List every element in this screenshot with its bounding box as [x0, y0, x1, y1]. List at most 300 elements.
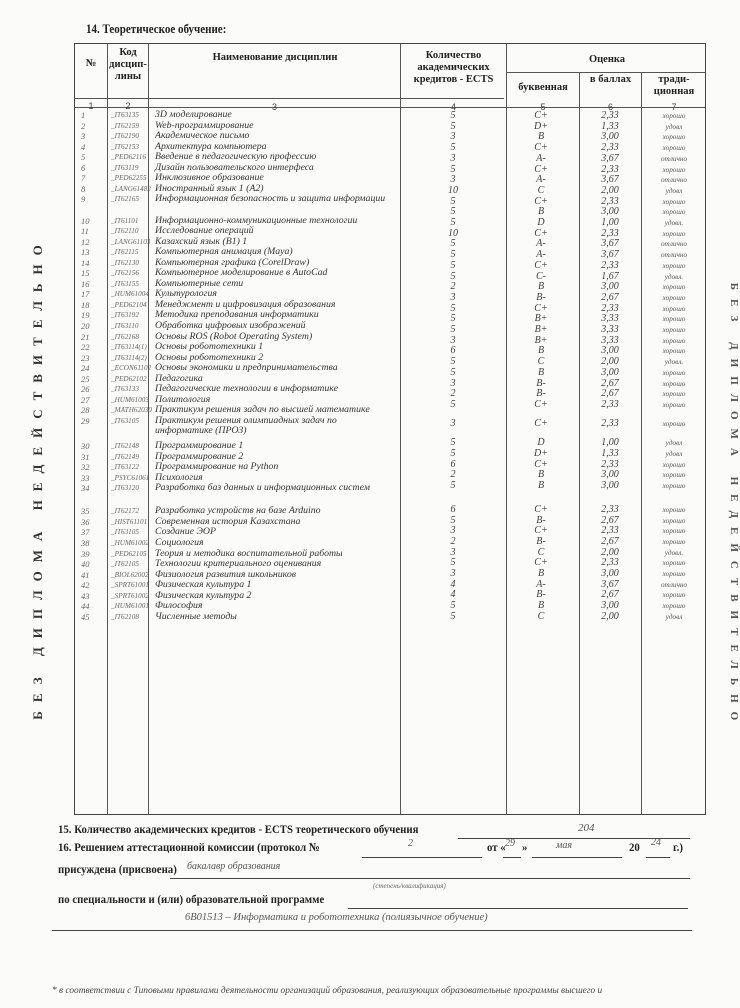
grade-letter: C+ [534, 417, 548, 429]
grade-credits: 4 [450, 578, 456, 590]
header-name: Наименование дисциплин [212, 52, 338, 63]
awarded-label: присуждена (присвоена) [58, 862, 177, 876]
row-discipline-name: Компьютерное моделирование в AutoCad [155, 267, 328, 279]
grade-credits: 5 [450, 163, 456, 175]
grade-traditional: отлично [660, 240, 688, 249]
grade-points: 3,00 [601, 131, 619, 143]
grade-credits: 3 [450, 152, 456, 164]
row-code: _SPRT61001 [111, 581, 149, 590]
grade-credits: 5 [450, 217, 456, 228]
row-code: _LANG61103 [111, 237, 151, 246]
row-code: _PED62105 [111, 549, 147, 558]
row-discipline-name: Компьютерная графика (CorelDraw) [155, 256, 310, 268]
row-number: 23 [81, 352, 90, 363]
grade-traditional: хорошо [662, 482, 686, 491]
row-discipline-name: Физиология развития школьников [155, 568, 297, 580]
grade-traditional: хорошо [662, 315, 686, 324]
row-code: _IT61101 [111, 216, 139, 225]
row-discipline-name: Численные методы [155, 610, 237, 622]
row-number: 29 [81, 415, 90, 426]
grade-points: 2,67 [601, 377, 619, 389]
row-discipline-name: Инклюзивное образование [155, 172, 264, 184]
grade-traditional: удовл. [664, 548, 684, 557]
grade-traditional: удовл [665, 612, 683, 621]
row-discipline-name: Современная история Казахстана [155, 515, 301, 527]
row-number: 40 [81, 559, 90, 570]
row-number: 35 [81, 506, 90, 517]
grade-points: 2,00 [601, 184, 619, 196]
grade-letter: C+ [534, 458, 548, 470]
grade-points: 3,00 [601, 206, 619, 218]
grade-points: 3,67 [601, 249, 619, 261]
grade-credits: 3 [450, 377, 456, 389]
row-discipline-name: Методика преподавания информатики [155, 309, 319, 321]
grade-points: 2,67 [601, 291, 619, 303]
grade-credits: 5 [450, 313, 456, 325]
row-discipline-name: Педагогика [155, 372, 203, 384]
grade-letter: A- [536, 152, 546, 164]
grade-points: 2,33 [601, 557, 619, 569]
grade-points: 2,33 [601, 227, 619, 239]
row-discipline-name: Дизайн пользовательского интерфеса [155, 161, 314, 173]
grade-traditional: удовл [665, 439, 683, 448]
row-discipline-name: Иностранный язык 1 (A2) [155, 182, 264, 194]
grade-traditional: удовл [665, 122, 683, 131]
grade-traditional: хорошо [662, 112, 686, 120]
grade-letter: B [537, 600, 545, 612]
col-number-6: 6 [607, 102, 613, 112]
grade-points: 2,00 [601, 610, 619, 622]
grade-letter: B [537, 568, 545, 579]
row-code: _IT62149 [111, 452, 139, 461]
grade-letter: C+ [534, 110, 548, 121]
grade-credits: 2 [450, 388, 456, 400]
row-discipline-name: Технологии критериального оценивания [155, 558, 322, 570]
row-number: 31 [81, 451, 90, 462]
row-code: _IT62172 [111, 507, 139, 516]
grade-credits: 5 [450, 206, 456, 218]
row-code: _IT63105 [111, 416, 139, 425]
row-number: 3 [81, 131, 86, 142]
row-discipline-name: Разработка устройств на базе Arduino [155, 505, 321, 517]
row-discipline-name: Программирование 1 [155, 440, 244, 452]
grade-credits: 10 [448, 227, 458, 239]
row-discipline-name: Основы ROS (Robot Operating System) [155, 330, 313, 342]
program-value: 6B01513 – Информатика и робототехника (полиязычное обучение) [185, 912, 488, 923]
row-number: 13 [81, 247, 90, 258]
grade-traditional: хорошо [662, 293, 686, 302]
grade-credits: 5 [450, 600, 456, 612]
grade-letter: B [537, 345, 545, 357]
row-code: _IT62148 [111, 442, 139, 451]
row-code: _IT62110 [111, 227, 139, 236]
grade-traditional: хорошо [662, 591, 686, 600]
row-number: 30 [81, 441, 90, 452]
grade-points: 2,67 [601, 388, 619, 400]
year-prefix: 20 [629, 840, 640, 854]
row-code: _IT62190 [111, 132, 139, 141]
grade-credits: 3 [450, 417, 456, 429]
row-number: 43 [81, 590, 90, 601]
row-number: 42 [81, 580, 90, 591]
row-discipline-name: Информационно-коммуникационные технологии [155, 214, 358, 226]
grade-points: 1,00 [601, 217, 619, 228]
row-discipline-name: Информационная безопасность и защита информации [155, 193, 386, 205]
row-code: _IT62115 [111, 248, 139, 257]
grade-traditional: удовл [665, 450, 683, 458]
grade-traditional: хорошо [662, 133, 686, 142]
row-number: 44 [81, 601, 90, 612]
row-discipline-name: Философия [155, 600, 203, 612]
grade-credits: 5 [450, 249, 456, 261]
row-code: _IT63122 [111, 463, 139, 472]
grade-credits: 6 [450, 458, 456, 470]
grade-credits: 5 [450, 195, 456, 207]
grade-traditional: хорошо [662, 460, 686, 469]
row-discipline-name: Основы робототехники 1 [155, 341, 264, 353]
grade-letter: C+ [534, 557, 548, 569]
grade-letter: C+ [534, 302, 548, 314]
row-discipline-name: Физическая культура 1 [155, 579, 252, 591]
row-number: 32 [81, 462, 90, 473]
item15-label: 15. Количество академических кредитов - ECTS теоретического обучения [58, 822, 419, 836]
grade-letter: B- [536, 535, 546, 547]
col-number-3: 3 [271, 102, 277, 112]
grade-points: 3,33 [601, 324, 619, 335]
row-number: 45 [81, 611, 90, 622]
grade-traditional: удовл. [664, 358, 684, 367]
grade-letter: C+ [534, 195, 548, 207]
grade-credits: 3 [450, 174, 456, 186]
row-discipline-name: Введение в педагогическую профессию [155, 151, 317, 163]
grade-traditional: отлично [660, 580, 688, 589]
row-code: _PSYC61061 [111, 473, 150, 482]
row-discipline-name: Исследование операций [155, 225, 254, 237]
header-letter: буквенная [518, 82, 568, 93]
grade-letter: C- [536, 270, 546, 282]
row-number: 1 [81, 110, 86, 120]
row-code: _IT63155 [111, 279, 139, 288]
row-code: _IT63192 [111, 311, 139, 320]
row-number: 8 [81, 183, 86, 194]
row-number: 25 [81, 373, 90, 384]
grade-points: 2,33 [601, 142, 619, 154]
row-discipline-name: Академическое письмо [155, 130, 250, 142]
grade-credits: 3 [450, 334, 456, 346]
row-code: _IT62168 [111, 332, 139, 341]
row-number: 37 [81, 527, 90, 538]
row-code: _IT62105 [111, 560, 139, 569]
grade-traditional: хорошо [662, 570, 686, 578]
grade-credits: 6 [450, 345, 456, 357]
row-number: 6 [81, 162, 86, 173]
row-code: _MATH62030 [111, 406, 152, 415]
grade-letter: B [537, 469, 545, 481]
grade-traditional: хорошо [662, 368, 686, 377]
row-code: _IT63133 [111, 385, 139, 394]
grade-traditional: хорошо [662, 471, 686, 480]
grade-letter: B [537, 366, 545, 378]
grade-traditional: хорошо [662, 419, 686, 428]
row-number: 33 [81, 472, 90, 483]
header-points: в баллах [589, 74, 632, 85]
row-discipline-name: Теория и методика воспитательной работы [155, 547, 343, 559]
program-label: по специальности и (или) образовательной программе [58, 892, 325, 906]
grade-points: 1,67 [601, 270, 619, 282]
grade-traditional: хорошо [662, 144, 686, 153]
grade-credits: 5 [450, 366, 456, 378]
row-discipline-name: Социология [155, 537, 204, 548]
grade-credits: 2 [450, 535, 456, 547]
date-day-close: » [522, 840, 528, 854]
grade-points: 3,00 [601, 345, 619, 357]
grade-credits: 3 [450, 546, 456, 558]
grade-letter: C [537, 356, 545, 368]
grade-letter: A- [536, 578, 546, 590]
grade-points: 3,67 [601, 238, 619, 250]
row-code: _LANG61482 [111, 184, 151, 193]
row-code: _PED62255 [111, 174, 147, 183]
grade-points: 3,00 [601, 568, 619, 579]
row-discipline-name: Педагогические технологии в информатике [155, 383, 338, 395]
date-from-label: от « [487, 840, 506, 854]
grade-traditional: удовл [665, 186, 683, 195]
grade-points: 2,67 [601, 535, 619, 547]
grade-traditional: хорошо [662, 165, 686, 174]
row-discipline-name: Создание ЭОР [155, 526, 216, 538]
row-code: _IT63135 [111, 111, 139, 119]
grade-letter: C [537, 546, 545, 558]
grade-letter: A- [536, 174, 546, 186]
grade-points: 1,00 [601, 437, 619, 449]
grade-letter: B [537, 131, 545, 143]
grade-credits: 2 [450, 469, 456, 481]
row-code: _PED62116 [111, 153, 146, 162]
row-number: 28 [81, 405, 90, 416]
row-discipline-name: Программирование 2 [155, 450, 244, 462]
grade-points: 2,00 [601, 546, 619, 558]
row-number: 9 [81, 194, 86, 205]
header-code: Код дисцип- лины [109, 47, 147, 82]
grade-letter: C+ [534, 163, 548, 175]
grade-credits: 3 [450, 525, 456, 537]
row-discipline-name: Компьютерные сети [155, 277, 244, 289]
row-number: 15 [81, 268, 90, 279]
row-code: _HIST61101 [111, 517, 148, 526]
grade-credits: 5 [450, 110, 456, 121]
row-number: 11 [81, 226, 89, 237]
grade-points: 2,67 [601, 514, 619, 526]
grade-letter: B- [536, 377, 546, 389]
grade-letter: B- [536, 388, 546, 400]
row-number: 20 [81, 321, 90, 331]
grade-points: 3,00 [601, 366, 619, 378]
row-code: _IT63110 [111, 322, 139, 330]
grade-traditional: хорошо [662, 379, 686, 388]
grade-traditional: хорошо [662, 229, 686, 238]
grade-points: 3,00 [601, 480, 619, 492]
grade-traditional: хорошо [662, 208, 686, 217]
row-number: 19 [81, 310, 90, 321]
grade-credits: 3 [450, 568, 456, 579]
row-number: 2 [81, 120, 86, 131]
row-number: 10 [81, 215, 90, 226]
grade-letter: C+ [534, 227, 548, 239]
row-code: _HUM61002 [111, 539, 149, 547]
grade-credits: 2 [450, 281, 456, 293]
grade-points: 2,33 [601, 195, 619, 207]
grade-traditional: отлично [660, 176, 688, 185]
row-number: 16 [81, 278, 90, 289]
row-discipline-name: 3D моделирование [155, 109, 232, 120]
grade-letter: D+ [534, 120, 548, 132]
grade-traditional: хорошо [662, 505, 686, 514]
row-code: _IT63120 [111, 484, 139, 493]
row-discipline-name: Web-программирование [155, 119, 254, 131]
grade-traditional: отлично [660, 154, 688, 163]
grade-traditional: хорошо [662, 347, 686, 356]
grade-credits: 5 [450, 448, 456, 459]
item15-value: 204 [578, 822, 595, 834]
grade-letter: C+ [534, 142, 548, 154]
grade-points: 2,33 [601, 458, 619, 470]
year-close: г.) [673, 840, 683, 854]
row-discipline-name: Практикум решения олимпиадных задач по информатике (ПРОЗ) [155, 414, 337, 437]
row-discipline-name: Разработка баз данных и информационных систем [155, 482, 370, 494]
row-discipline-name: Основы робототехники 2 [155, 351, 264, 363]
row-number: 7 [81, 173, 86, 184]
grade-traditional: хорошо [662, 559, 686, 568]
row-number: 18 [81, 299, 90, 310]
item16-label: 16. Решением аттестационной комиссии (протокол № [58, 840, 320, 854]
row-code: _HUM61003 [111, 395, 149, 404]
grade-points: 2,33 [601, 302, 619, 314]
header-traditional: тради- ционная [653, 74, 695, 97]
grade-points: 2,33 [601, 163, 619, 175]
grade-credits: 3 [450, 291, 456, 303]
grade-traditional: хорошо [662, 261, 686, 270]
row-number: 5 [81, 152, 86, 163]
col-number-1: 1 [88, 101, 94, 111]
date-month: мая [556, 840, 573, 851]
header-credits: Количество академических кредитов - ECTS [413, 50, 494, 85]
row-discipline-name: Политология [155, 393, 211, 405]
grade-traditional: хорошо [662, 537, 686, 546]
date-day: 29 [505, 838, 515, 849]
row-code: _IT62153 [111, 142, 139, 151]
grade-letter: D [537, 217, 545, 228]
row-code: _PED62104 [111, 300, 147, 309]
grade-points: 2,33 [601, 525, 619, 537]
row-number: 27 [81, 394, 90, 405]
grade-points: 2,33 [601, 110, 619, 121]
grade-traditional: хорошо [662, 516, 686, 525]
grade-points: 3,00 [601, 281, 619, 293]
grade-points: 3,67 [601, 174, 619, 186]
row-discipline-name: Программирование на Python [155, 461, 279, 473]
grade-letter: B [537, 480, 545, 492]
row-discipline-name: Компьютерная анимация (Maya) [155, 246, 293, 258]
grade-credits: 5 [450, 302, 456, 314]
col-number-2: 2 [125, 101, 131, 111]
row-discipline-name: Архитектура компьютера [155, 140, 267, 152]
grades-table [74, 43, 706, 815]
row-number: 26 [81, 384, 90, 395]
grade-points: 2,00 [601, 356, 619, 368]
row-number: 22 [81, 342, 90, 353]
row-code: _BIOL62002 [111, 570, 149, 579]
grade-credits: 5 [450, 142, 456, 154]
row-number: 24 [81, 363, 90, 374]
grade-points: 2,33 [601, 398, 619, 410]
row-code: _ECON61102 [111, 364, 152, 373]
row-code: _IT63119 [111, 163, 139, 172]
row-number: 38 [81, 538, 90, 548]
grade-traditional: хорошо [662, 400, 686, 409]
col-number-7: 7 [671, 102, 677, 112]
row-number: 39 [81, 548, 90, 559]
grade-letter: A- [536, 238, 546, 250]
grade-letter: B+ [534, 334, 548, 346]
grade-credits: 5 [450, 610, 456, 622]
grade-credits: 3 [450, 131, 456, 143]
row-number: 41 [81, 569, 90, 580]
col-number-4: 4 [450, 102, 456, 112]
grade-credits: 5 [450, 238, 456, 250]
grade-credits: 10 [448, 184, 458, 196]
degree-value: бакалавр образования [187, 861, 281, 872]
row-discipline-name: Культурология [155, 288, 217, 300]
grade-letter: A- [536, 249, 546, 261]
grade-letter: C+ [534, 259, 548, 271]
row-number: 34 [81, 483, 90, 494]
row-discipline-name: Практикум решения задач по высшей математике [155, 404, 370, 416]
row-code: _IT63114(2) [111, 353, 147, 362]
grade-points: 3,00 [601, 469, 619, 481]
grade-points: 3,33 [601, 313, 619, 325]
grade-points: 3,33 [601, 334, 619, 346]
grade-traditional: хорошо [662, 336, 686, 345]
row-code: _IT63105 [111, 528, 139, 537]
row-number: 12 [81, 236, 90, 247]
grade-points: 2,67 [601, 589, 619, 601]
row-code: _HUM61004 [111, 290, 149, 299]
grade-letter: B- [536, 589, 546, 601]
grade-points: 3,00 [601, 600, 619, 612]
row-number: 4 [81, 141, 86, 152]
grade-credits: 5 [450, 398, 456, 410]
grade-points: 3,67 [601, 152, 619, 164]
grade-letter: C+ [534, 398, 548, 410]
row-code: _IT62130 [111, 258, 139, 267]
row-discipline-name: Психология [155, 471, 203, 483]
grade-letter: C+ [534, 525, 548, 537]
row-code: _HUM61001 [111, 602, 149, 611]
grade-points: 2,33 [601, 259, 619, 271]
grade-traditional: хорошо [662, 283, 686, 292]
grade-points: 1,33 [601, 120, 619, 132]
grade-credits: 5 [450, 557, 456, 569]
grade-credits: 4 [450, 589, 456, 601]
grade-points: 2,33 [601, 503, 619, 515]
grade-traditional: хорошо [662, 390, 686, 399]
grade-letter: B- [536, 291, 546, 303]
row-code: _PED62102 [111, 374, 147, 383]
grade-letter: D+ [534, 448, 548, 459]
grade-letter: B+ [534, 324, 548, 335]
grade-letter: B- [536, 514, 546, 526]
row-number: 36 [81, 516, 90, 527]
